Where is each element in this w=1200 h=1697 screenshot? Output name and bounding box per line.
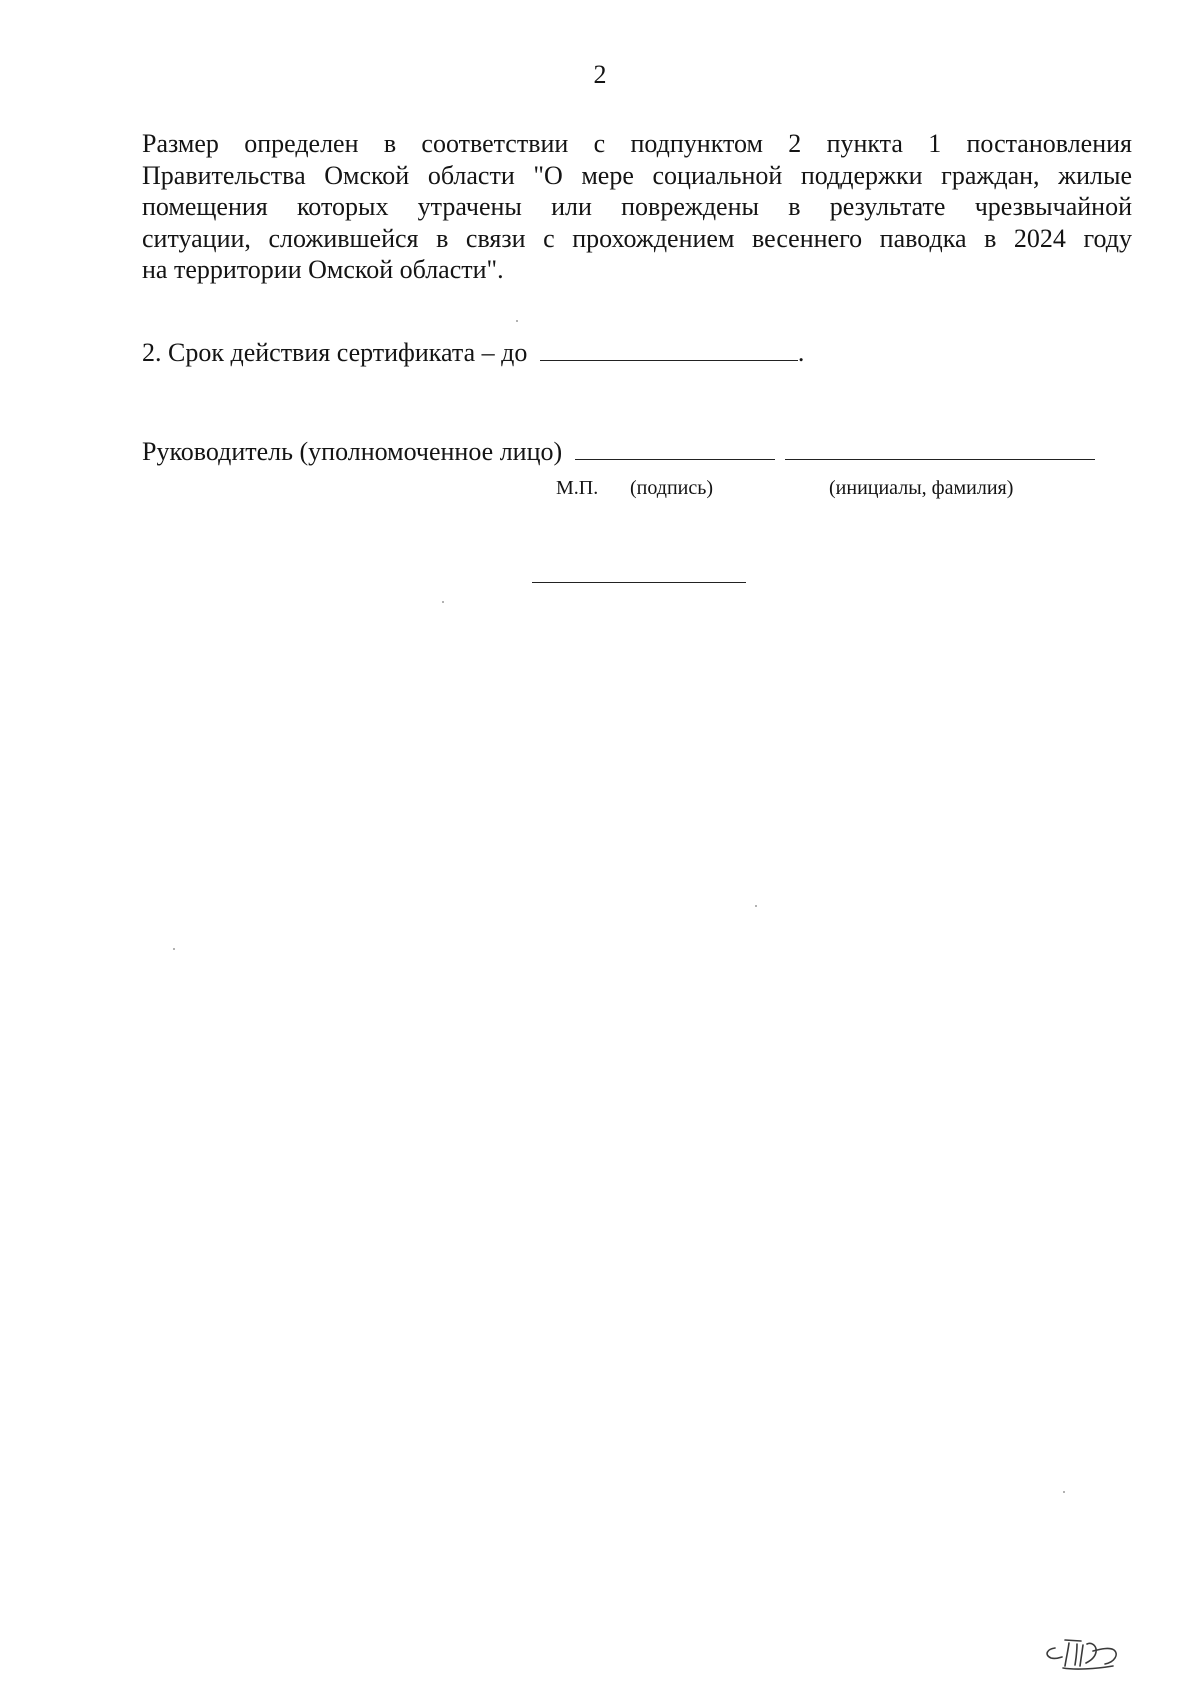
page-number: 2	[593, 60, 607, 89]
paragraph-line: Правительства Омской области "О мере социальной поддержки граждан, жилые	[142, 160, 1132, 190]
scan-speck	[442, 601, 444, 603]
signatory-label: Руководитель (уполномоченное лицо)	[142, 437, 563, 466]
term-end-punctuation: .	[797, 338, 805, 367]
scan-speck	[516, 320, 518, 322]
paragraph-line: ситуации, сложившейся в связи с прохождением весеннего паводка в 2024 году	[142, 223, 1132, 253]
stamp-caption: М.П.	[556, 477, 599, 499]
certificate-term-label: 2. Срок действия сертификата – до	[142, 338, 528, 367]
scan-speck	[755, 905, 757, 907]
body-paragraph	[142, 128, 1132, 286]
name-caption: (инициалы, фамилия)	[829, 477, 1014, 499]
scan-speck	[173, 948, 175, 950]
name-blank	[785, 437, 1095, 460]
signature-caption: (подпись)	[630, 477, 714, 499]
signatory-line	[142, 436, 1095, 468]
paragraph-line: Размер определен в соответствии с подпунктом 2 пункта 1 постановления	[142, 129, 1132, 158]
paragraph-line: на территории Омской области".	[142, 255, 504, 284]
term-date-blank	[540, 338, 798, 361]
signature-blank	[575, 437, 775, 460]
handwritten-initials-icon	[1035, 1633, 1135, 1673]
scan-speck	[1063, 1491, 1065, 1493]
certificate-term-line	[142, 337, 804, 369]
end-of-document-rule	[532, 582, 746, 583]
paragraph-line: помещения которых утрачены или повреждены в результате чрезвычайной	[142, 192, 1132, 221]
